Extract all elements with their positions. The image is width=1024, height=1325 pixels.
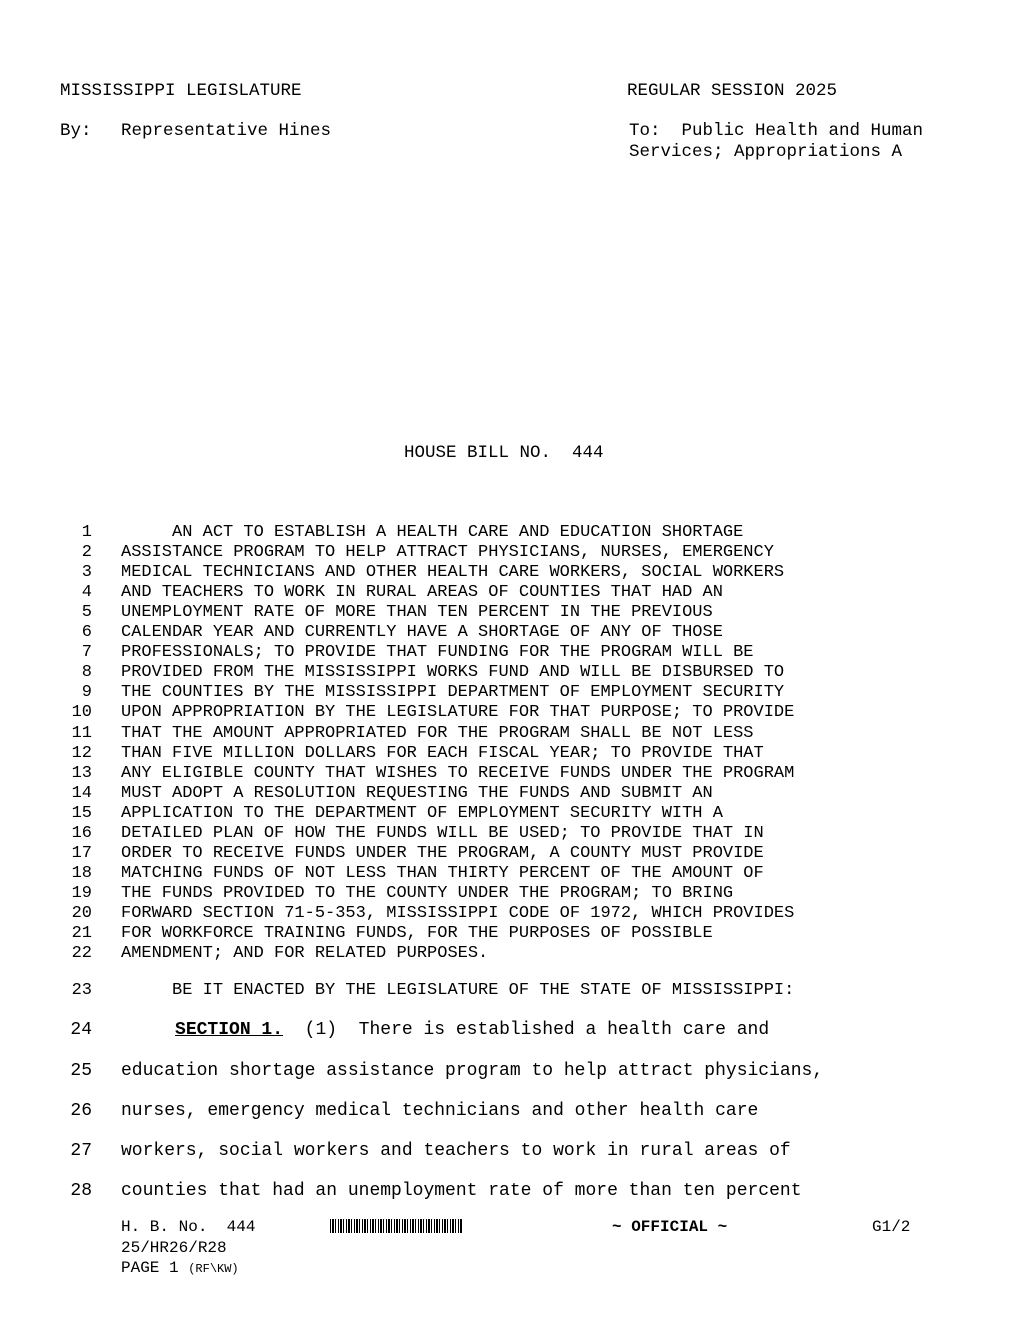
- line-number: 26: [70, 1101, 92, 1121]
- line-number: 17: [71, 843, 92, 863]
- caption-line: CALENDAR YEAR AND CURRENTLY HAVE A SHORTAGE OF ANY OF THOSE: [121, 623, 723, 643]
- line-number: 28: [70, 1181, 92, 1201]
- line-number: 18: [71, 863, 92, 883]
- caption-line: PROVIDED FROM THE MISSISSIPPI WORKS FUND AND WILL BE DISBURSED TO: [121, 663, 785, 683]
- line-number: 1: [81, 523, 92, 542]
- line-number: 13: [71, 763, 92, 783]
- footer-page: [121, 1259, 239, 1277]
- footer-bill-ref: H. B. No. 444: [121, 1218, 256, 1236]
- barcode-image: [330, 1219, 462, 1233]
- line-number: 16: [71, 823, 92, 843]
- line-number: 14: [71, 783, 92, 803]
- section-1-heading: SECTION 1.: [175, 1020, 284, 1040]
- line-number: 3: [81, 563, 92, 583]
- caption-line: ORDER TO RECEIVE FUNDS UNDER THE PROGRAM, A COUNTY MUST PROVIDE: [121, 843, 764, 863]
- sponsor-name: Representative Hines: [121, 121, 332, 141]
- official-label: ~ OFFICIAL ~: [612, 1218, 728, 1236]
- section-1-text: (1) There is established a health care and: [283, 1020, 770, 1040]
- caption-line: PROFESSIONALS; TO PROVIDE THAT FUNDING FOR THE PROGRAM WILL BE: [121, 643, 754, 663]
- caption-line: AMENDMENT; AND FOR RELATED PURPOSES.: [121, 944, 489, 964]
- line-number: 4: [81, 583, 92, 603]
- line-number: 19: [71, 883, 92, 903]
- page-number: PAGE 1: [121, 1259, 179, 1277]
- line-number: 9: [81, 683, 92, 703]
- caption-line: THAT THE AMOUNT APPROPRIATED FOR THE PROGRAM SHALL BE NOT LESS: [121, 723, 754, 743]
- line-number: 15: [71, 803, 92, 823]
- caption-line: THAN FIVE MILLION DOLLARS FOR EACH FISCAL YEAR; TO PROVIDE THAT: [121, 743, 764, 763]
- line-number: 2: [81, 543, 92, 563]
- committee-referral-line1: To: Public Health and Human: [629, 121, 924, 141]
- enacting-clause: BE IT ENACTED BY THE LEGISLATURE OF THE STATE OF MISSISSIPPI:: [121, 981, 795, 1000]
- line-number: 7: [81, 643, 92, 663]
- line-number: 8: [81, 663, 92, 683]
- caption-line: FOR WORKFORCE TRAINING FUNDS, FOR THE PURPOSES OF POSSIBLE: [121, 924, 713, 943]
- section-1-line: [121, 1020, 769, 1040]
- line-number: 12: [71, 743, 92, 763]
- line-number: 21: [71, 924, 92, 943]
- bill-title: HOUSE BILL NO. 444: [404, 443, 604, 463]
- caption-line: FORWARD SECTION 71-5-353, MISSISSIPPI CODE OF 1972, WHICH PROVIDES: [121, 903, 795, 923]
- caption-line: ASSISTANCE PROGRAM TO HELP ATTRACT PHYSICIANS, NURSES, EMERGENCY: [121, 543, 774, 563]
- body-text-line: education shortage assistance program to help attract physicians,: [121, 1061, 824, 1081]
- line-number: 20: [71, 903, 92, 923]
- caption-line: THE COUNTIES BY THE MISSISSIPPI DEPARTMENT OF EMPLOYMENT SECURITY: [121, 683, 785, 703]
- line-number: 5: [81, 603, 92, 623]
- body-text-line: nurses, emergency medical technicians and other health care: [121, 1101, 759, 1121]
- caption-line: AND TEACHERS TO WORK IN RURAL AREAS OF COUNTIES THAT HAD AN: [121, 583, 723, 603]
- legislature-name: MISSISSIPPI LEGISLATURE: [60, 81, 302, 101]
- drafter-initials: (RF\KW): [188, 1262, 239, 1276]
- footer-code: G1/2: [872, 1218, 911, 1236]
- caption-line: MATCHING FUNDS OF NOT LESS THAN THIRTY PERCENT OF THE AMOUNT OF: [121, 863, 764, 883]
- session-label: REGULAR SESSION 2025: [627, 81, 838, 101]
- footer-doc-id: 25/HR26/R28: [121, 1239, 227, 1257]
- body-text-line: counties that had an unemployment rate of more than ten percent: [121, 1181, 802, 1201]
- line-number: 23: [71, 981, 92, 1000]
- line-number: 11: [71, 723, 92, 743]
- line-number: 25: [70, 1061, 92, 1081]
- line-number: 24: [70, 1020, 92, 1040]
- caption-line: MEDICAL TECHNICIANS AND OTHER HEALTH CARE WORKERS, SOCIAL WORKERS: [121, 563, 785, 583]
- line-number: 27: [70, 1141, 92, 1161]
- caption-line: ANY ELIGIBLE COUNTY THAT WISHES TO RECEIVE FUNDS UNDER THE PROGRAM: [121, 763, 795, 783]
- caption-line: UNEMPLOYMENT RATE OF MORE THAN TEN PERCENT IN THE PREVIOUS: [121, 603, 713, 623]
- caption-line: MUST ADOPT A RESOLUTION REQUESTING THE FUNDS AND SUBMIT AN: [121, 783, 713, 803]
- line-number: 22: [71, 944, 92, 964]
- caption-line: DETAILED PLAN OF HOW THE FUNDS WILL BE USED; TO PROVIDE THAT IN: [121, 823, 764, 843]
- committee-referral-line2: Services; Appropriations A: [629, 142, 903, 162]
- by-label: By:: [60, 121, 92, 141]
- caption-line: AN ACT TO ESTABLISH A HEALTH CARE AND EDUCATION SHORTAGE: [121, 523, 744, 542]
- caption-line: UPON APPROPRIATION BY THE LEGISLATURE FOR THAT PURPOSE; TO PROVIDE: [121, 703, 795, 723]
- line-number: 6: [81, 623, 92, 643]
- body-text-line: workers, social workers and teachers to work in rural areas of: [121, 1141, 791, 1161]
- caption-line: THE FUNDS PROVIDED TO THE COUNTY UNDER THE PROGRAM; TO BRING: [121, 883, 734, 903]
- line-number: 10: [71, 703, 92, 723]
- section-1-indent: [121, 1020, 175, 1040]
- caption-line: APPLICATION TO THE DEPARTMENT OF EMPLOYMENT SECURITY WITH A: [121, 803, 723, 823]
